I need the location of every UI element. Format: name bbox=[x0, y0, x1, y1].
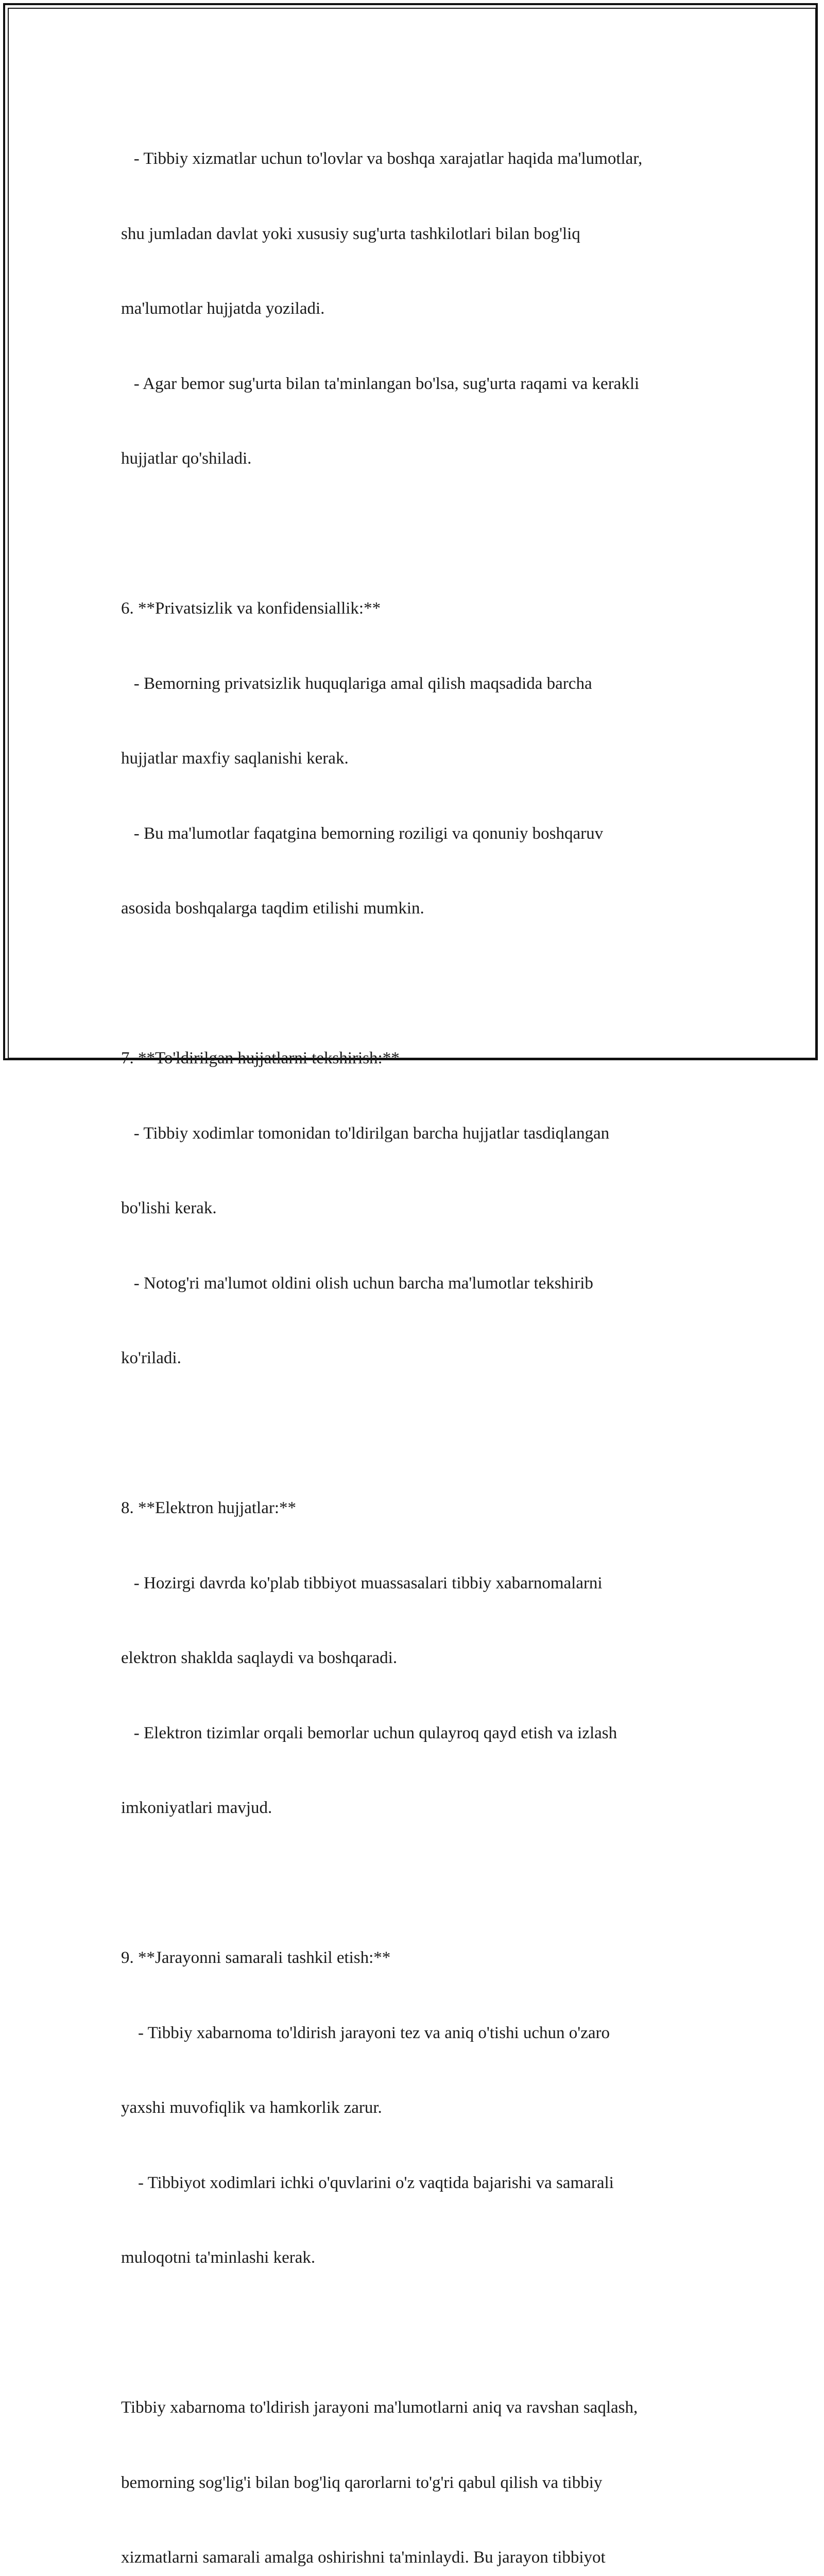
text-line: - Tibbiy xizmatlar uchun to'lovlar va boshqa xarajatlar haqida ma'lumotlar, bbox=[121, 149, 643, 168]
text-line: - Hozirgi davrda ko'plab tibbiyot muassasalari tibbiy xabarnomalarni bbox=[121, 1573, 603, 1592]
blank-line bbox=[121, 2320, 713, 2346]
text-line: - Elektron tizimlar orqali bemorlar uchun qulayroq qayd etish va izlash bbox=[121, 1723, 617, 1742]
text-line: imkoniyatlari mavjud. bbox=[121, 1799, 272, 1817]
text-line: ko'riladi. bbox=[121, 1349, 181, 1367]
blank-line bbox=[121, 1871, 713, 1896]
text-line: - Tibbiyot xodimlari ichki o'quvlarini o'z vaqtida bajarishi va samarali bbox=[121, 2173, 614, 2192]
text-line: - Tibbiy xabarnoma to'ldirish jarayoni tez va aniq o'tishi uchun o'zaro bbox=[121, 2023, 610, 2042]
text-line: - Notog'ri ma'lumot oldini olish uchun barcha ma'lumotlar tekshirib bbox=[121, 1274, 593, 1293]
text-line: - Tibbiy xodimlar tomonidan to'ldirilgan barcha hujjatlar tasdiqlangan bbox=[121, 1124, 610, 1143]
section-heading-8: 8. **Elektron hujjatlar:** bbox=[121, 1499, 297, 1517]
text-line: - Agar bemor sug'urta bilan ta'minlangan bo'lsa, sug'urta raqami va kerakli bbox=[121, 374, 640, 393]
text-line: hujjatlar maxfiy saqlanishi kerak. bbox=[121, 749, 349, 768]
blank-line bbox=[121, 1421, 713, 1446]
text-line: yaxshi muvofiqlik va hamkorlik zarur. bbox=[121, 2098, 382, 2117]
section-heading-6: 6. **Privatsizlik va konfidensiallik:** bbox=[121, 599, 381, 618]
text-line: ma'lumotlar hujjatda yoziladi. bbox=[121, 299, 325, 318]
text-line: muloqotni ta'minlashi kerak. bbox=[121, 2248, 316, 2267]
blank-line bbox=[121, 971, 713, 996]
conclusion-line: bemorning sog'lig'i bilan bog'liq qarorlarni to'g'ri qabul qilish va tibbiy bbox=[121, 2473, 603, 2492]
section-heading-7: 7. **To'ldirilgan hujjatlarni tekshirish:** bbox=[121, 1049, 400, 1067]
text-line: asosida boshqalarga taqdim etilishi mumkin. bbox=[121, 899, 424, 918]
text-line: elektron shaklda saqlaydi va boshqaradi. bbox=[121, 1649, 398, 1667]
conclusion-line: xizmatlarni samarali amalga oshirishni ta'minlaydi. Bu jarayon tibbiyot bbox=[121, 2548, 606, 2567]
text-line: shu jumladan davlat yoki xususiy sug'urta tashkilotlari bilan bog'liq bbox=[121, 224, 580, 243]
section-heading-9: 9. **Jarayonni samarali tashkil etish:** bbox=[121, 1948, 391, 1967]
conclusion-line: Tibbiy xabarnoma to'ldirish jarayoni ma'lumotlarni aniq va ravshan saqlash, bbox=[121, 2398, 638, 2417]
blank-line bbox=[121, 521, 713, 547]
document-body bbox=[121, 96, 713, 2576]
text-line: - Bu ma'lumotlar faqatgina bemorning roziligi va qonuniy boshqaruv bbox=[121, 824, 604, 843]
text-line: bo'lishi kerak. bbox=[121, 1199, 217, 1217]
text-line: - Bemorning privatsizlik huquqlariga amal qilish maqsadida barcha bbox=[121, 674, 592, 693]
text-line: hujjatlar qo'shiladi. bbox=[121, 449, 252, 468]
